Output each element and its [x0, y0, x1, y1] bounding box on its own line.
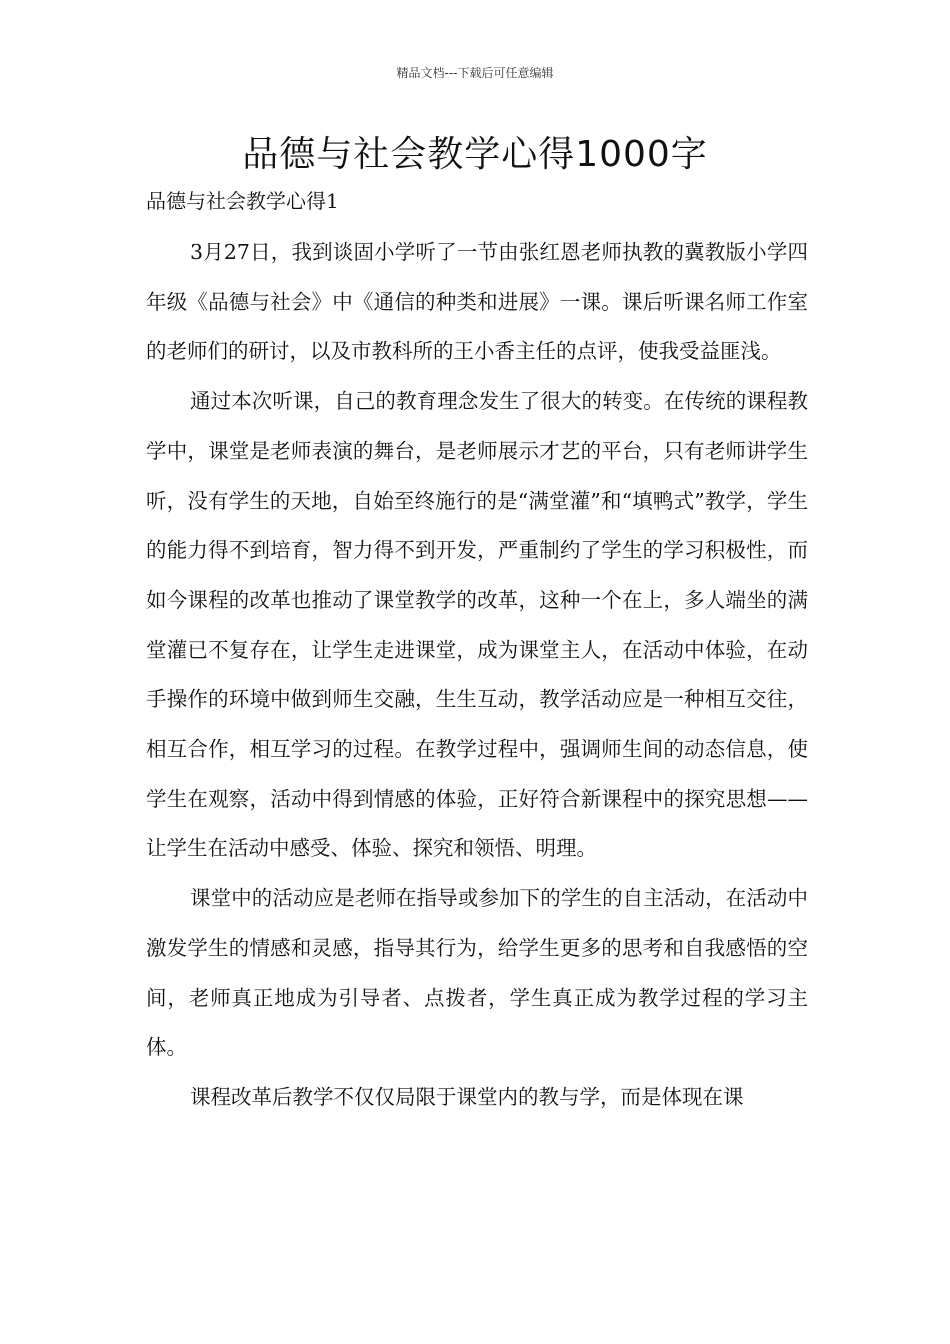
document-title: 品德与社会教学心得1000字 — [242, 134, 708, 175]
paragraph-2: 通过本次听课，自己的教育理念发生了很大的转变。在传统的课程教学中，课堂是老师表演的舞台，是老师展示才艺的平台，只有老师讲学生听，没有学生的天地，自始至终施行的是“满堂灌”和“填鸭式”教学，学生的能力得不到培育，智力得不到开发，严重制约了学生的学习积极性，而如今课程的改革也推动了课堂教学的改革，这种一个在上，多人端坐的满堂灌已不复存在，让学生走进课堂，成为课堂主人，在活动中体验，在动手操作的环境中做到师生交融，生生互动，教学活动应是一种相互交往，相互合作，相互学习的过程。在教学过程中，强调师生间的动态信息，使学生在观察，活动中得到情感的体验，正好符合新课程中的探究思想——让学生在活动中感受、体验、探究和领悟、明理。 — [146, 389, 808, 861]
document-body — [146, 228, 808, 1123]
paragraph-1: 3月27日，我到谈固小学听了一节由张红恩老师执教的冀教版小学四年级《品德与社会》中《通信的种类和进展》一课。课后听课名师工作室的老师们的研讨，以及市教科所的王小香主任的点评，使我受益匪浅。 — [146, 240, 808, 364]
paragraph-3: 课堂中的活动应是老师在指导或参加下的学生的自主活动，在活动中激发学生的情感和灵感，指导其行为，给学生更多的思考和自我感悟的空间，老师真正地成为引导者、点拨者，学生真正成为教学过程的学习主体。 — [146, 886, 808, 1060]
header-note: 精品文档---下载后可任意编辑 — [396, 66, 554, 80]
paragraph-4: 课程改革后教学不仅仅局限于课堂内的教与学，而是体现在课 — [190, 1084, 744, 1109]
section-subtitle: 品德与社会教学心得1 — [146, 189, 339, 213]
